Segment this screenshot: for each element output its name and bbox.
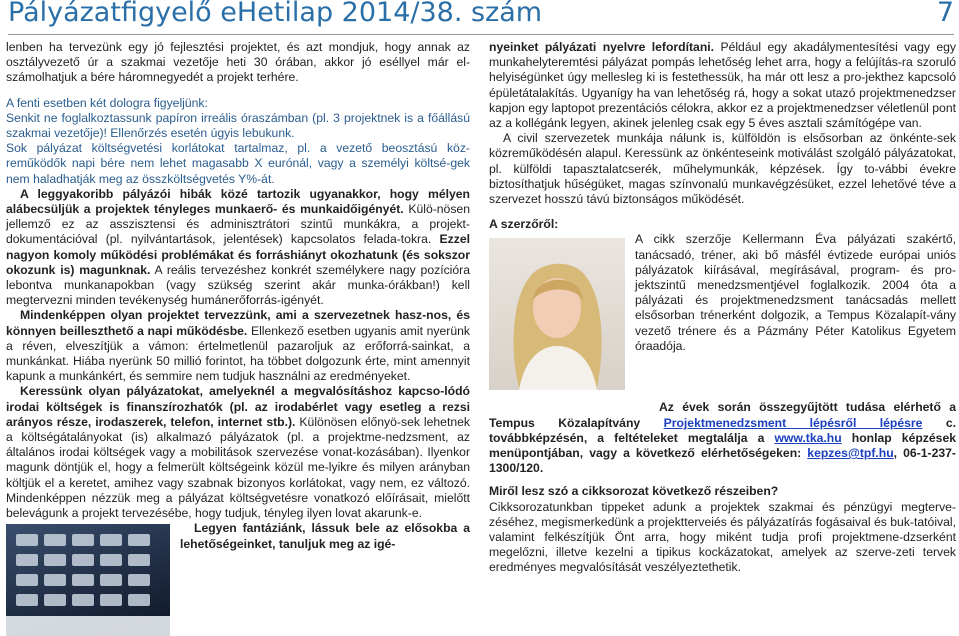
paragraph-fantasy: Legyen fantáziánk, lássuk bele az elősokba a lehetőségeinket, tanuljuk meg az igé- (180, 521, 470, 551)
tip-1: Senkit ne foglalkoztassunk papíron irreális óraszámban (pl. 3 projektnek is a főállású szakmai vezetője)! Ellenőrzés esetén úgyis lebukunk. (6, 110, 470, 141)
tip-2: Sok pályázat költségvetési korlátokat tartalmaz, pl. a vezető beosztású köz-reműködők napi bére nem lehet magasabb X eurónál, vagy a személyi költsé-gek nem haladhatják meg az összköltségvetés Y%-át. (6, 141, 470, 186)
paragraph-common-errors: A leggyakoribb pályázói hibák közé tartozik ugyanakkor, hogy mélyen alábecsüljük a projektek tényleges munkaerő- és munkaidőigényét. Külö-nösen jellemző ez az asszisztensi és adminisztrátori szintű munkákra, a projekt-dokumentációval (pl. nyilvántartások, jelentések) kapcsolatos felada-tokra. Ezzel nagyon komoly működési problémákat és forráshiányt okozhatunk (és sokszor okozunk is) magunknak. A reális tervezéshez konkrét személykere nagy pozícióra lebontva munkanapokban (vagy szükség szerint akár munka-órákban!) kell megtervezni minden tevékenység humánerőforrás-igényét. (6, 186, 470, 308)
author-heading: A szerzőről: (489, 217, 559, 232)
emphasis-errors: A leggyakoribb pályázói hibák közé tartozik ugyanakkor, hogy mélyen alábecsüljük a projektek tényleges munkaerő- és munkaidőigényét. (6, 186, 470, 217)
paragraph-volunteers: A civil szervezetek munkája nálunk is, külföldön is elsősorban az önkénte-sek közreműködésén alapul. Keressünk az önkénteseink motiválást szolgáló pályázatokat, pl. külföldi tapasztalatcserék, műhelymunkák, képzések. Így to-vábbi évekre biztosíthatjuk hűségüket, magas színvonalú munkavégzésüket, ezzel lehetővé téve a szervezet hosszú távú biztonságos működését. (489, 131, 956, 207)
author-bio: A cikk szerzője Kellermann Éva pályázati szakértő, tanácsadó, tréner, aki bő másfél évtizede európai uniós pályázatok kiírásával, megírásával, program- és pro-jektszintű menedzsmentjével foglalkozik. 2004 óta a pályázati és projektmenedzsment tanácsadás mellett elsősorban trénerként dolgozik, a Tempus Közalapít-vány vezető trénere és a Pázmány Péter Katolikus Egyetem óraadója. (635, 232, 956, 353)
left-column (6, 40, 470, 636)
page-header (8, 0, 954, 35)
right-column (489, 40, 956, 576)
page-number: 7 (936, 0, 954, 28)
author-photo (489, 238, 625, 390)
paragraph-intro: lenben ha tervezünk egy jó fejlesztési projektet, és azt mondjuk, hogy annak az osztályvezető úr a szakmai vezetője heti 30 órában, akkor jó eséllyel már el-számolhatjuk a bére háromnegyedét a projekt terhére. (6, 40, 470, 85)
paragraph-translate-needs: nyeinket pályázati nyelvre lefordítani. Például egy akadálymentesítési vagy egy munkahelyteremtési pályázat pompás lehetőség lehet arra, hogy a felújítás-ra szoruló helyiségünket úgy mellesleg ki is festethessük, ha már ott lesz a pro-jekthez kapcsoló épületátalakítás. Ugyanígy ha van lehetőség rá, hogy a sokat utazó projektmenedzser kapjon egy laptopot prezentációs célokra, akkor ez a projektmenedzser véletlenül pont az a kollégánk legyen, akinek jelenleg csak egy 5 éves asztali számítógépe van. (489, 40, 956, 131)
calculator-image (6, 524, 170, 636)
email-link[interactable]: kepzes@tpf.hu (807, 446, 894, 461)
training-course-link[interactable]: Projektmenedzsment lépésről lépésre (663, 415, 923, 430)
training-note: Az évek során összegyűjtött tudása elérhető a Tempus Közalapítvány Projektmenedzsment lépésről lépésre c. továbbképzésén, a feltételeket megtalálja a www.tka.hu honlap képzések menüpontjában, vagy a következő elérhetőségeken: kepzes@tpf.hu, 06-1-237-1300/120. (489, 400, 957, 476)
tip-heading: A fenti esetben két dologra figyeljünk: (6, 95, 208, 110)
paragraph-office-costs: Keressünk olyan pályázatokat, amelyeknél a megvalósításhoz kapcso-lódó irodai költségek is finanszírozhatók (pl. az irodabérlet vagy esetleg a rezsi arányos része, irodaszerek, telefon, internet stb.). Különösen előnyö-sek lehetnek a költségátalányokat (is) alkalmazó pályázatok (pl. a projektme-nedzsment, az általános irodai költségek vagy a mobilitások szervezése vonat-kozásában). Ilyenkor magunk döntjük el, hogy a felmerült költségeink közül me-lyikre és milyen arányban költjük el a keretet, amihez vagy szabnak bizonyos korlátokat, vagy nem, ez változó. Mindenképpen nézzük meg a pályázat költségvetésre vonatkozó előírásait, mielőtt belevágunk a projekt tervezésébe, hogy tudjuk, tényleg ilyen lovat akarunk-e. (6, 384, 470, 521)
publication-title: Pályázatfigyelő eHetilap 2014/38. szám (8, 0, 543, 28)
next-parts-text: Cikksorozatunkban tippeket adunk a projektek szakmai és pénzügyi megterve-zéséhez, megismerkedünk a projektterveiés és pályázatírás fogásaival és buk-tatóival, valamint felkészítjük Önt arra, hogy miként tudja profi projektmene-dzserként megelőzni, illetve kezelni a tipikus kockázatokat, amelyek az szerve-zeti tervek eredményes megvalósítását veszélyeztethetik. (489, 499, 956, 575)
next-parts-heading: Miről lesz szó a cikksorozat következő részeiben? (489, 484, 779, 499)
tka-website-link[interactable]: www.tka.hu (774, 430, 842, 445)
paragraph-useful-project: Mindenképpen olyan projektet tervezzünk, ami a szervezetnek hasz-nos, és könnyen beilleszthető a napi működésbe. Ellenkező esetben ugyanis amit nyerünk a réven, elveszítjük a vámon: értelmetlenül pazaroljuk az erőforrá-sainkat, a munkánkat. Hiába nyerünk 50 millió forintot, ha többet dolgozunk érte, mint amennyit kapunk a munkánkért, és semmire nem tudjuk használni az eredményeket. (6, 308, 470, 384)
